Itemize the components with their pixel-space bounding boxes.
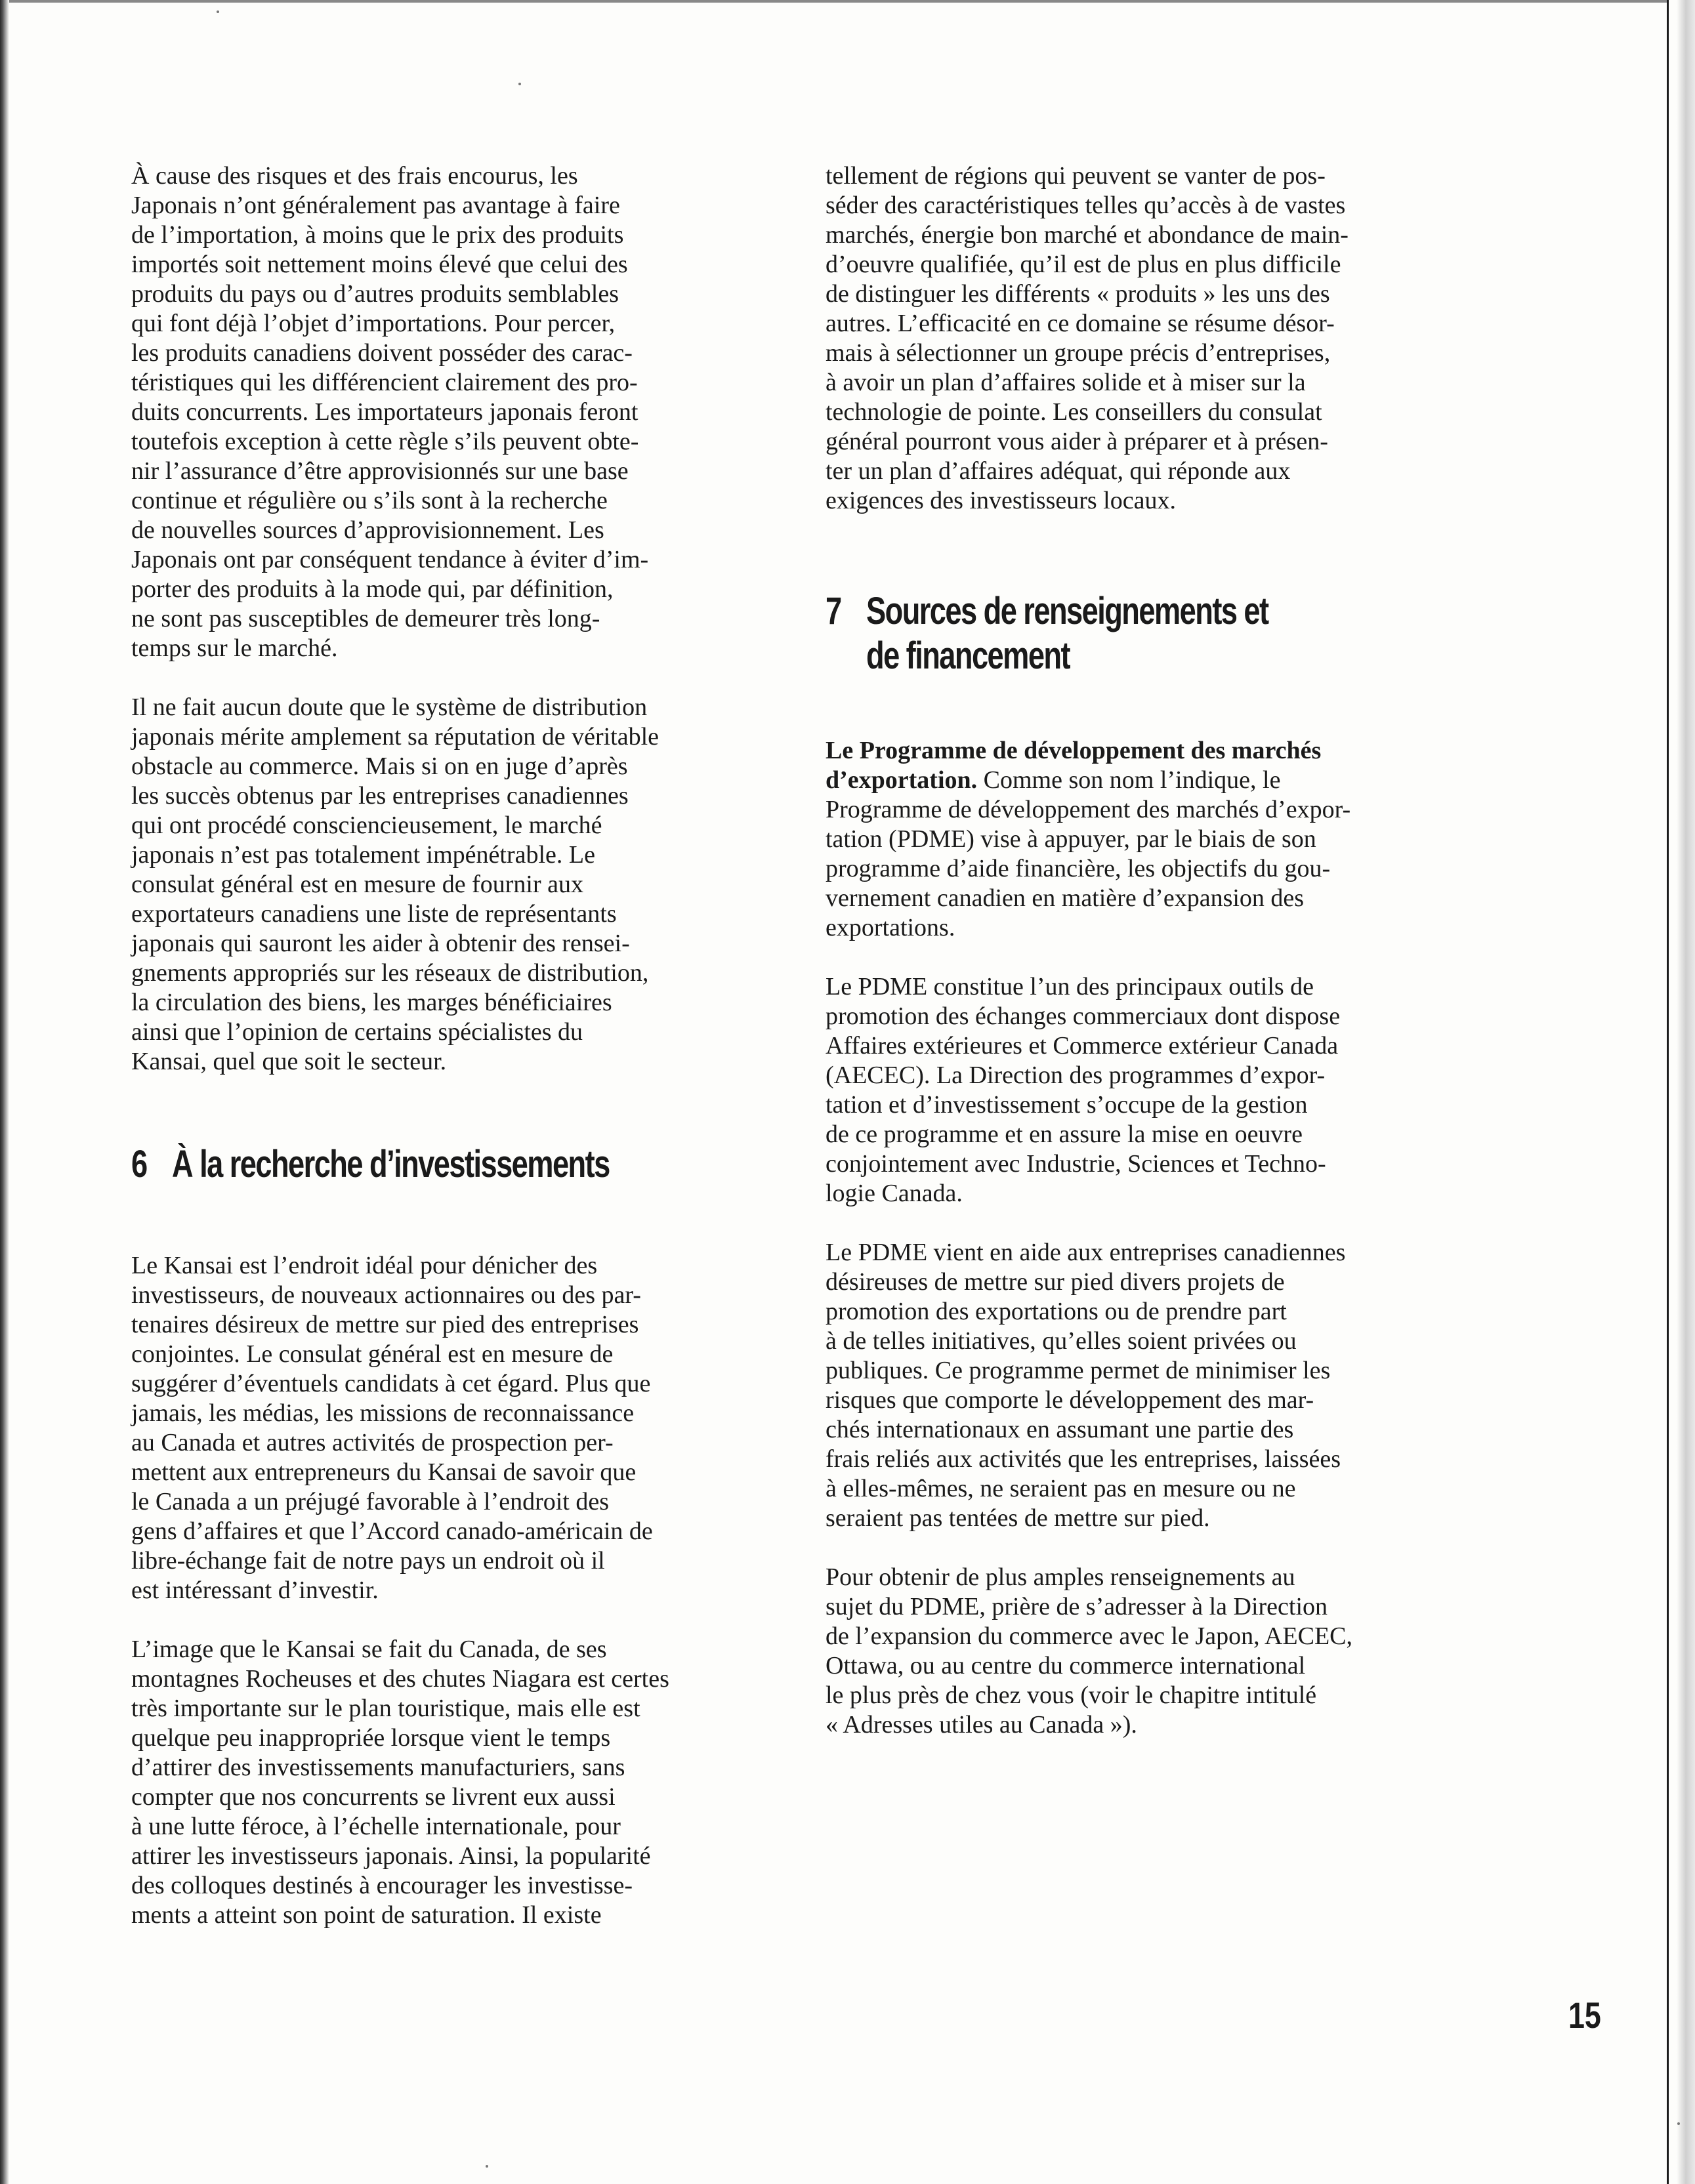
section-gap [131, 1187, 817, 1251]
section-gap [826, 516, 1511, 589]
section-heading-6 [131, 1142, 817, 1187]
section-number: 6 [131, 1143, 148, 1185]
paragraph-gap [131, 1605, 817, 1635]
paragraph-gap [826, 943, 1511, 972]
scan-edge-top [9, 0, 1667, 3]
left-column [131, 161, 817, 1930]
body-paragraph: Pour obtenir de plus amples renseignements au sujet du PDME, prière de s’adresser à la Direction de l’expansion du commerce avec le Japon, AECEC, Ottawa, ou au centre du commerce international le plus près de chez vous (voir le chapitre intitulé « Adresses utiles au Canada »). [826, 1563, 1353, 1739]
section-gap [131, 1077, 817, 1142]
paragraph-gap [826, 1533, 1511, 1563]
scan-edge-left [0, 0, 9, 2184]
section-title: Sources de renseignements et de financement [866, 590, 1268, 677]
section-gap [826, 678, 1511, 736]
scan-edge-right-line [1667, 0, 1669, 2184]
body-paragraph: tellement de régions qui peuvent se vanter de pos- séder des caractéristiques telles qu’accès à de vastes marchés, énergie bon marché et abondance de main- d’oeuvre qualifiée, qu’il est de plus en plus difficile de distinguer les différents « produits » les uns des autres. L’efficacité en ce domaine se résume désor- mais à sélectionner un groupe précis d’entreprises, à avoir un plan d’affaires solide et à miser sur la technologie de pointe. Les conseillers du consulat général pourront vous aider à préparer et à présen- ter un plan d’affaires adéquat, qui réponde aux exigences des investisseurs locaux. [826, 162, 1349, 514]
body-paragraph: Le Kansai est l’endroit idéal pour dénicher des investisseurs, de nouveaux actionnaires ou des par- tenaires désireux de mettre sur pied des entreprises conjointes. Le consulat général est en mesure de suggérer d’éventuels candidats à cet égard. Plus que jamais, les médias, les missions de reconnaissance au Canada et autres activités de prospection per- mettent aux entrepreneurs du Kansai de savoir que le Canada a un préjugé favorable à l’endroit des gens d’affaires et que l’Accord canado-américain de libre-échange fait de notre pays un endroit où il est intéressant d’investir. [131, 1252, 653, 1604]
body-paragraph: L’image que le Kansai se fait du Canada, de ses montagnes Rocheuses et des chutes Niagara est certes très importante sur le plan touristique, mais elle est quelque peu inappropriée lorsque vient le temps d’attirer des investissements manufacturiers, sans compter que nos concurrents se livrent eux aussi à une lutte féroce, à l’échelle internationale, pour attirer les investisseurs japonais. Ainsi, la popularité des colloques destinés à encourager les investisse- ments a atteint son point de saturation. Il existe [131, 1636, 669, 1929]
paragraph-lead: Le Programme de développement des marchés d’exportation. [826, 737, 1322, 794]
body-paragraph: Le PDME constitue l’un des principaux outils de promotion des échanges commerciaux dont dispose Affaires extérieures et Commerce extérieur Canada (AECEC). La Direction des programmes d’expor- tation et d’investissement s’occupe de la gestion de ce programme et en assure la mise en oeuvre conjointement avec Industrie, Sciences et Techno- logie Canada. [826, 973, 1341, 1207]
section-heading-7 [826, 589, 1511, 678]
body-paragraph: Le PDME vient en aide aux entreprises canadiennes désireuses de mettre sur pied divers projets de promotion des exportations ou de prendre part à de telles initiatives, qu’elles soient privées ou publiques. Ce programme permet de minimiser les risques que comporte le développement des mar- chés internationaux en assumant une partie des frais reliés aux activités que les entreprises, laissées à elles-mêmes, ne seraient pas en mesure ou ne seraient pas tentées de mettre sur pied. [826, 1239, 1346, 1532]
scan-speck [518, 83, 521, 85]
paragraph-gap [826, 1208, 1511, 1238]
body-paragraph [826, 736, 1511, 943]
scan-speck [217, 10, 219, 13]
scan-edge-right [1677, 0, 1695, 2184]
body-paragraph: Il ne fait aucun doute que le système de distribution japonais mérite amplement sa réputation de véritable obstacle au commerce. Mais si on en juge d’après les succès obtenus par les entreprises canadiennes qui ont procédé consciencieusement, le marché japonais n’est pas totalement impénétrable. Le consulat général est en mesure de fournir aux exportateurs canadiens une liste de représentants japonais qui sauront les aider à obtenir des rensei- gnements appropriés sur les réseaux de distribution, la circulation des biens, les marges bénéficiaires ainsi que l’opinion de certains spécialistes du Kansai, quel que soit le secteur. [131, 693, 659, 1075]
scan-speck [1677, 2122, 1680, 2125]
page-number: 15 [1568, 1994, 1601, 2036]
section-title: À la recherche d’investissements [172, 1143, 610, 1185]
paragraph-gap [131, 663, 817, 693]
section-number: 7 [826, 590, 843, 632]
scan-speck [486, 2165, 488, 2168]
paragraph-text: Comme son nom l’indique, le Programme de développement des marchés d’expor- tation (PDME) vise à appuyer, par le biais de son programme d’aide financière, les objectifs du gou- vernement canadien en matière d’expansion des exportations. [826, 766, 1351, 941]
body-paragraph: À cause des risques et des frais encourus, les Japonais n’ont généralement pas avantage à faire de l’importation, à moins que le prix des produits importés soit nettement moins élevé que celui des produits du pays ou d’autres produits semblables qui font déjà l’objet d’importations. Pour percer, les produits canadiens doivent posséder des carac- téristiques qui les différencient clairement des pro- duits concurrents. Les importateurs japonais feront toutefois exception à cette règle s’ils peuvent obte- nir l’assurance d’être approvisionnés sur une base continue et régulière ou s’ils sont à la recherche de nouvelles sources d’approvisionnement. Les Japonais ont par conséquent tendance à éviter d’im- porter des produits à la mode qui, par définition, ne sont pas susceptibles de demeurer très long- temps sur le marché. [131, 162, 649, 662]
right-column [826, 161, 1511, 1740]
